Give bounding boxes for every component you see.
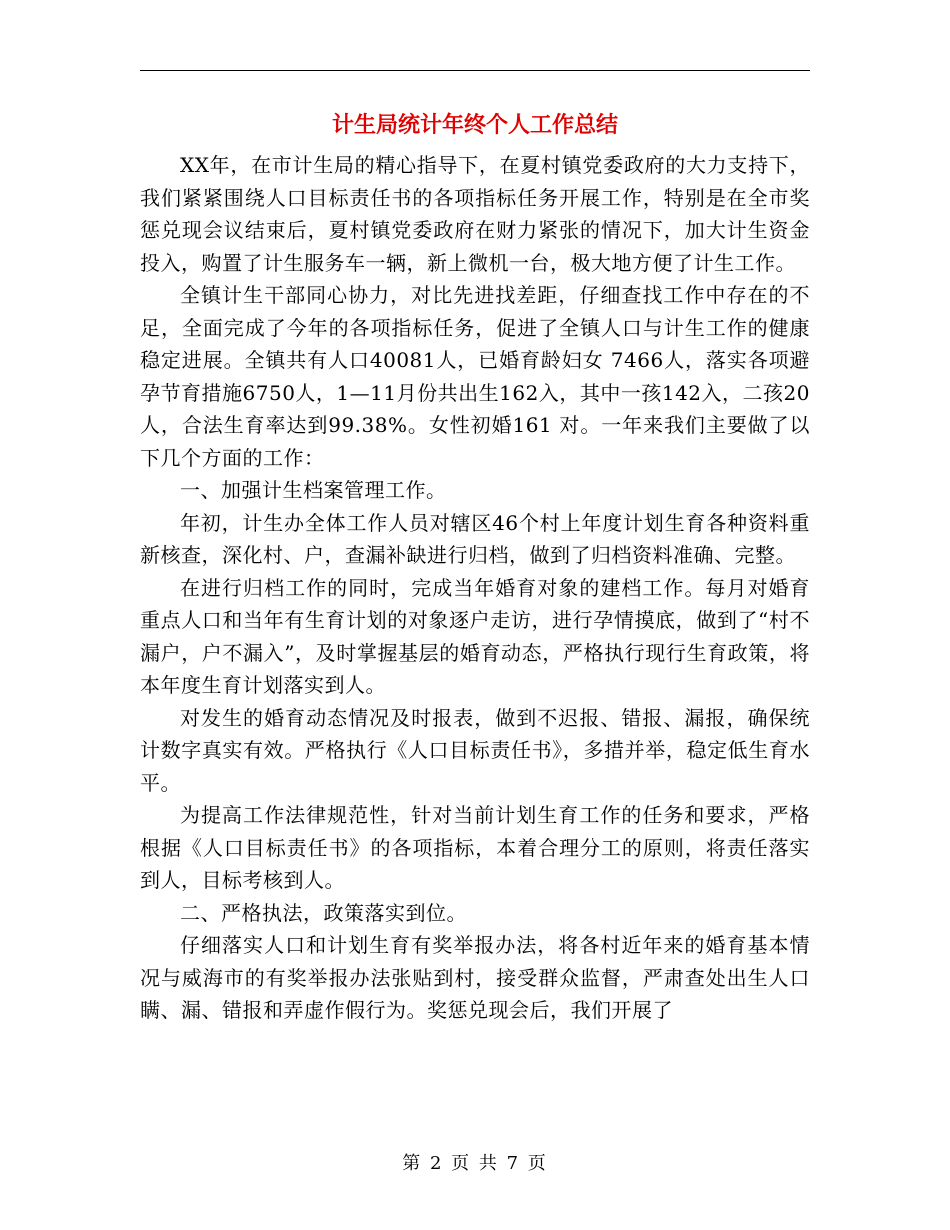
paragraph-responsibility: 为提高工作法律规范性，针对当前计划生育工作的任务和要求，严格根据《人口目标责任书》的各项指标，本着合理分工的原则，将责任落实到人，目标考核到人。: [140, 803, 810, 892]
paragraph-archive-review: 年初，计生办全体工作人员对辖区46个村上年度计划生育各种资料重新核查，深化村、户，查漏补缺进行归档，做到了归档资料准确、完整。: [140, 510, 810, 567]
document-body: [140, 149, 810, 1027]
header-rule: [140, 70, 810, 71]
page-number-footer: 第 2 页 共 7 页: [402, 1153, 548, 1174]
paragraph-summary: 全镇计生干部同心协力，对比先进找差距，仔细查找工作中存在的不足，全面完成了今年的各项指标任务，促进了全镇人口与计生工作的健康稳定进展。全镇共有人口40081人，已婚育龄妇女 7466人，落实各项避孕节育措施6750人，1—11月份共出生162入，其中一孩142入，二孩20人，合法生育率达到99.38%。女性初婚161 对。一年来我们主要做了以下几个方面的工作：: [140, 283, 810, 470]
document-title: 计生局统计年终个人工作总结: [331, 113, 618, 138]
paragraph-enforcement: 仔细落实人口和计划生育有奖举报办法，将各村近年来的婚育基本情况与威海市的有奖举报办法张贴到村，接受群众监督，严肃查处出生人口瞒、漏、错报和弄虚作假行为。奖惩兑现会后，我们开展了: [140, 933, 810, 1022]
section-heading-2: 二、严格执法，政策落实到位。: [180, 900, 467, 925]
paragraph-archive-filing: 在进行归档工作的同时，完成当年婚育对象的建档工作。每月对婚育重点人口和当年有生育计划的对象逐户走访，进行孕情摸底，做到了“村不漏户，户不漏入”，及时掌握基层的婚育动态，严格执行现行生育政策，将本年度生育计划落实到人。: [140, 575, 810, 697]
paragraph-intro: XX年，在市计生局的精心指导下，在夏村镇党委政府的大力支持下，我们紧紧围绕人口目标责任书的各项指标任务开展工作，特别是在全市奖惩兑现会议结束后，夏村镇党委政府在财力紧张的情况下，加大计生资金投入，购置了计生服务车一辆，新上微机一台，极大地方便了计生工作。: [140, 153, 810, 275]
paragraph-reporting: 对发生的婚育动态情况及时报表，做到不迟报、错报、漏报，确保统计数字真实有效。严格执行《人口目标责任书》，多措并举，稳定低生育水平。: [140, 705, 810, 795]
section-heading-1: 一、加强计生档案管理工作。: [180, 478, 447, 502]
